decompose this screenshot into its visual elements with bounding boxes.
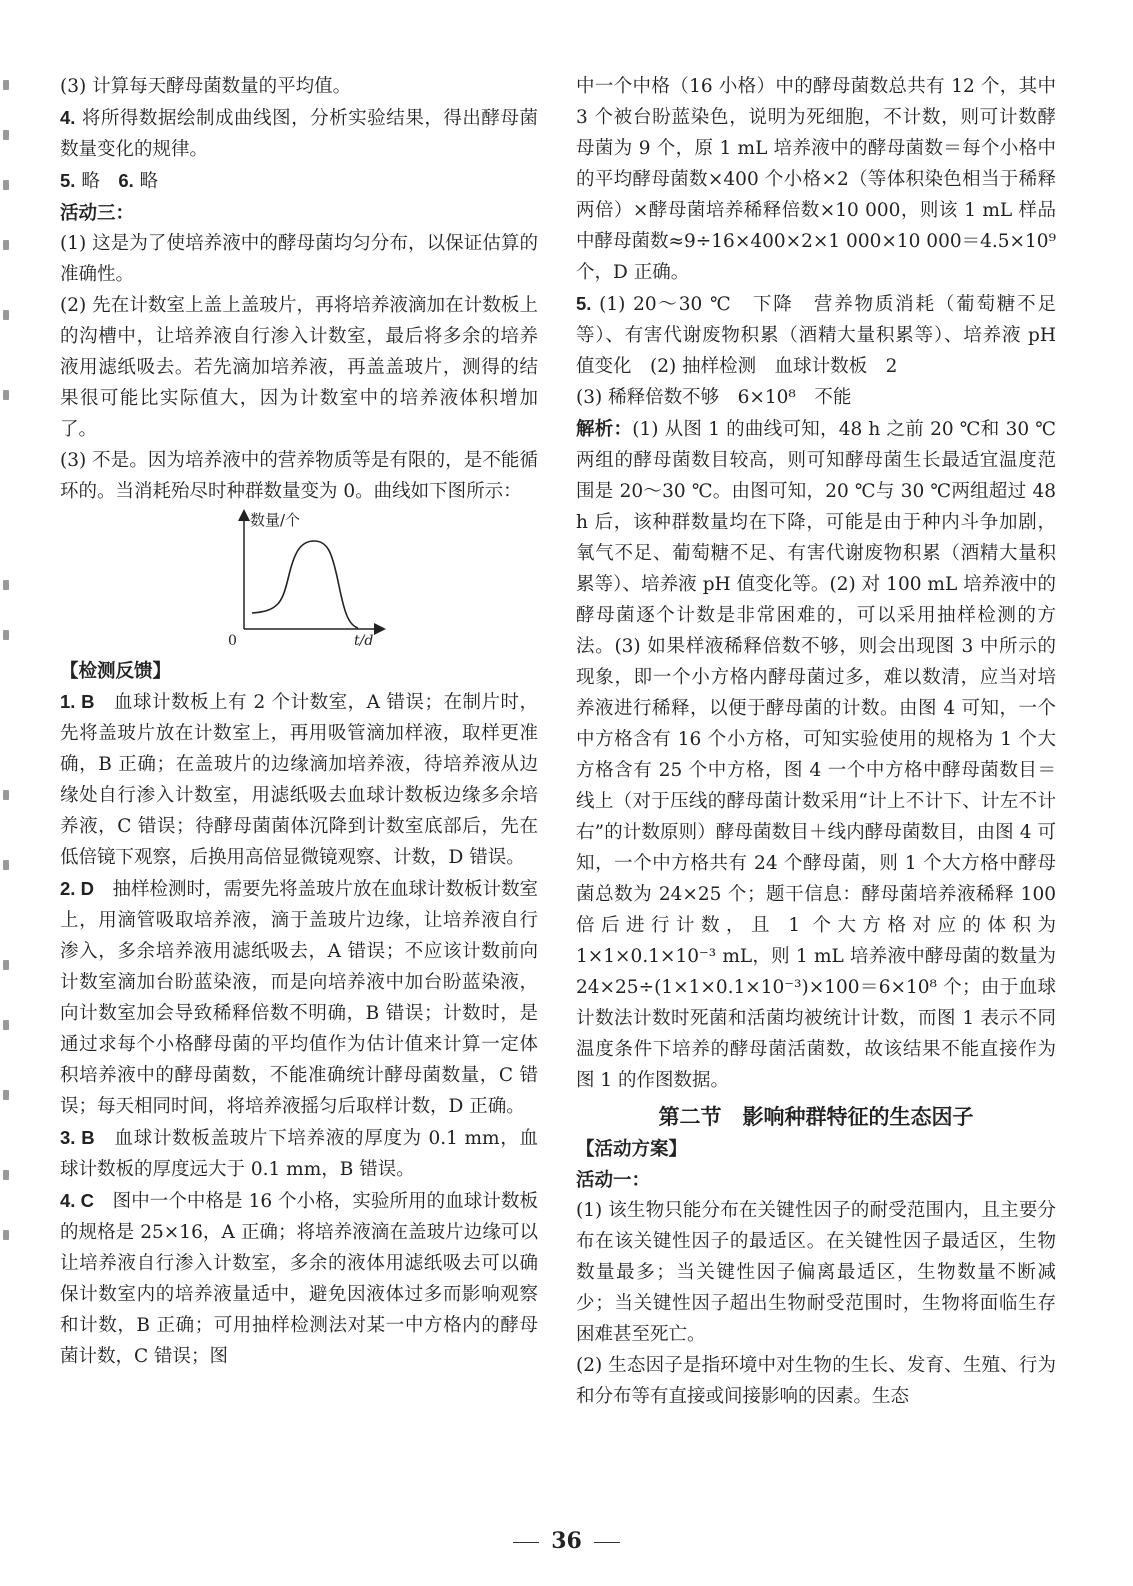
question-4-continued: 中一个中格（16 小格）中的酵母菌数总共有 12 个，其中 3 个被台盼蓝染色，说明为死细胞，不计数，则可计数酵母菌为 9 个，原 1 mL 培养液中的酵母菌数＝每个小格中的平均酵母菌数×400 个小格×2（等体积染色相当于稀释两倍）×酵母菌培养稀释倍数×10 000，则该 1 mL 样品中酵母菌数≈9÷16×400×2×1 000×10 000＝4.5×10⁹个，D 正确。 — [576, 76, 1056, 283]
y-axis-label: 数量/个 — [250, 511, 301, 529]
population-curve-svg — [230, 507, 390, 647]
question-4 — [60, 1185, 538, 1372]
question-4-answer: 4. C — [60, 1190, 94, 1211]
origin-label: 0 — [228, 633, 237, 649]
answer-6-number: 6. — [118, 170, 134, 191]
answers-5-6 — [60, 165, 538, 197]
question-4-text: 图中一个中格是 16 个小格，实验所用的血球计数板的规格是 25×16，A 正确；将培养液滴在盖玻片边缘可以让培养液自行渗入计数室，多余的液体用滤纸吸去可以确保计数室内的培养液量适中，避免因液体过多而影响观察和计数，B 正确；可用抽样检测法对某一中方格内的酵母菌计数，C 错误；图 — [60, 1191, 538, 1367]
activity-3-item-1: (1) 这是为了使培养液中的酵母菌均匀分布，以保证估算的准确性。 — [60, 233, 538, 285]
section-title: 第二节 影响种群特征的生态因子 — [658, 1105, 974, 1129]
left-column — [60, 71, 538, 1372]
question-1-answer: 1. B — [60, 691, 95, 712]
question-5-part-3: (3) 稀释倍数不够 6×10⁸ 不能 — [576, 387, 852, 408]
question-3-answer: 3. B — [60, 1127, 95, 1148]
activity-plan-heading: 【活动方案】 — [576, 1138, 688, 1159]
question-5-number: 5. — [576, 293, 592, 314]
question-5-text: (1) 20～30 ℃ 下降 营养物质消耗（葡萄糖不足等）、有害代谢废物积累（酒精大量积累等）、培养液 pH 值变化 (2) 抽样检测 血球计数板 2 — [576, 294, 1056, 377]
page-number — [0, 1528, 1133, 1554]
activity-3-item-3: (3) 不是。因为培养液中的营养物质等是有限的，是不能循环的。当消耗殆尽时种群数量变为 0。曲线如下图所示： — [60, 450, 538, 502]
analysis-text: (1) 从图 1 的曲线可知，48 h 之前 20 ℃和 30 ℃两组的酵母菌数目较高，则可知酵母菌生长最适宜温度范围是 20～30 ℃。由图可知，20 ℃与 30 ℃两组超过 48 h 后，该种群数量均在下降，可能是由于种内斗争加剧，氧气不足、葡萄糖不足、有害代谢废物积累（酒精大量积累等）、培养液 pH 值变化等。(2) 对 100 mL 培养液中的酵母菌逐个计数是非常困难的，可以采用抽样检测的方法。(3) 如果样液稀释倍数不够，则会出现图 3 中所示的现象，即一个小方格内酵母菌过多，难以数清，应当对培养液进行稀释，以便于酵母菌的计数。由图 4 可知，一个中方格含有 16 个小方格，可知实验使用的规格为 1 个大方格含有 25 个中方格，图 4 一个中方格中酵母菌数目＝线上（对于压线的酵母菌计数采用“计上不计下、计左不计右”的计数原则）酵母菌数目＋线内酵母菌数目，由图 4 可知，一个中方格共有 24 个酵母菌，则 1 个大方格中酵母菌总数为 24×25 个；题干信息：酵母菌培养液稀释 100 倍后进行计数，且 1 个大方格对应的体积为 1×1×0.1×10⁻³ mL，则 1 mL 培养液中酵母菌的数量为 24×25÷(1×1×0.1×10⁻³)×100＝6×10⁸ 个；由于血球计数法计数时死菌和活菌均被统计计数，而图 1 表示不同温度条件下培养的酵母菌活菌数，故该结果不能直接作为图 1 的作图数据。 — [576, 419, 1056, 1091]
question-3-text: 血球计数板盖玻片下培养液的厚度为 0.1 mm，血球计数板的厚度远大于 0.1 mm，B 错误。 — [60, 1128, 538, 1180]
answer-5-number: 5. — [60, 170, 76, 191]
answer-6-text: 略 — [133, 171, 159, 192]
population-curve-figure — [60, 507, 538, 655]
feedback-heading: 【检测反馈】 — [60, 660, 172, 681]
analysis — [576, 413, 1056, 1096]
activity-1-heading: 活动一： — [576, 1169, 651, 1190]
activity-3-heading: 活动三： — [60, 202, 135, 223]
page-number-text: 36 — [551, 1528, 582, 1554]
step-3-text: (3) 计算每天酵母菌数量的平均值。 — [60, 76, 352, 97]
step-4-text: 将所得数据绘制成曲线图，分析实验结果，得出酵母菌数量变化的规律。 — [60, 108, 538, 160]
answer-5-text: 略 — [75, 171, 119, 192]
analysis-label: 解析： — [576, 418, 633, 439]
x-axis-label: t/d — [354, 633, 374, 649]
activity-1-item-1: (1) 该生物只能分布在关键性因子的耐受范围内，且主要分布在该关键性因子的最适区。在关键性因子最适区，生物数量最多；当关键性因子偏离最适区，生物数量不断减少；当关键性因子超出生物耐受范围时，生物将面临生存困难甚至死亡。 — [576, 1200, 1056, 1345]
binding-edge-marks — [0, 60, 16, 1260]
question-5 — [576, 288, 1056, 382]
question-2 — [60, 873, 538, 1122]
population-curve — [252, 541, 358, 628]
question-2-text: 抽样检测时，需要先将盖玻片放在血球计数板计数室上，用滴管吸取培养液，滴于盖玻片边缘，让培养液自行渗入，多余培养液用滤纸吸去，A 错误；不应该计数前向计数室滴加台盼蓝染液，而是向培养液中加台盼蓝染液，向计数室加会导致稀释倍数不明确，B 错误；计数时，是通过求每个小格酵母菌的平均值作为估计值来计算一定体积培养液中的酵母菌数，不能准确统计酵母菌数量，C 错误；每天相同时间，将培养液摇匀后取样计数，D 正确。 — [60, 879, 538, 1117]
activity-3-item-2: (2) 先在计数室上盖上盖玻片，再将培养液滴加在计数板上的沟槽中，让培养液自行渗入计数室，最后将多余的培养液用滤纸吸去。若先滴加培养液，再盖盖玻片，测得的结果很可能比实际值大，因为计数室中的培养液体积增加了。 — [60, 295, 538, 440]
right-column — [576, 71, 1056, 1412]
activity-1-item-2: (2) 生态因子是指环境中对生物的生长、发育、生殖、行为和分布等有直接或间接影响的因素。生态 — [576, 1355, 1056, 1407]
question-3 — [60, 1122, 538, 1185]
step-4 — [60, 102, 538, 165]
question-1-text: 血球计数板上有 2 个计数室，A 错误；在制片时，先将盖玻片放在计数室上，再用吸管滴加样液，取样更准确，B 正确；在盖玻片的边缘滴加培养液，待培养液从边缘处自行渗入计数室，用滤纸吸去血球计数板边缘多余培养液，C 错误；待酵母菌菌体沉降到计数室底部后，先在低倍镜下观察，后换用高倍显微镜观察、计数，D 错误。 — [60, 692, 538, 868]
question-1 — [60, 686, 538, 873]
step-4-number: 4. — [60, 107, 76, 128]
question-2-answer: 2. D — [60, 878, 94, 899]
